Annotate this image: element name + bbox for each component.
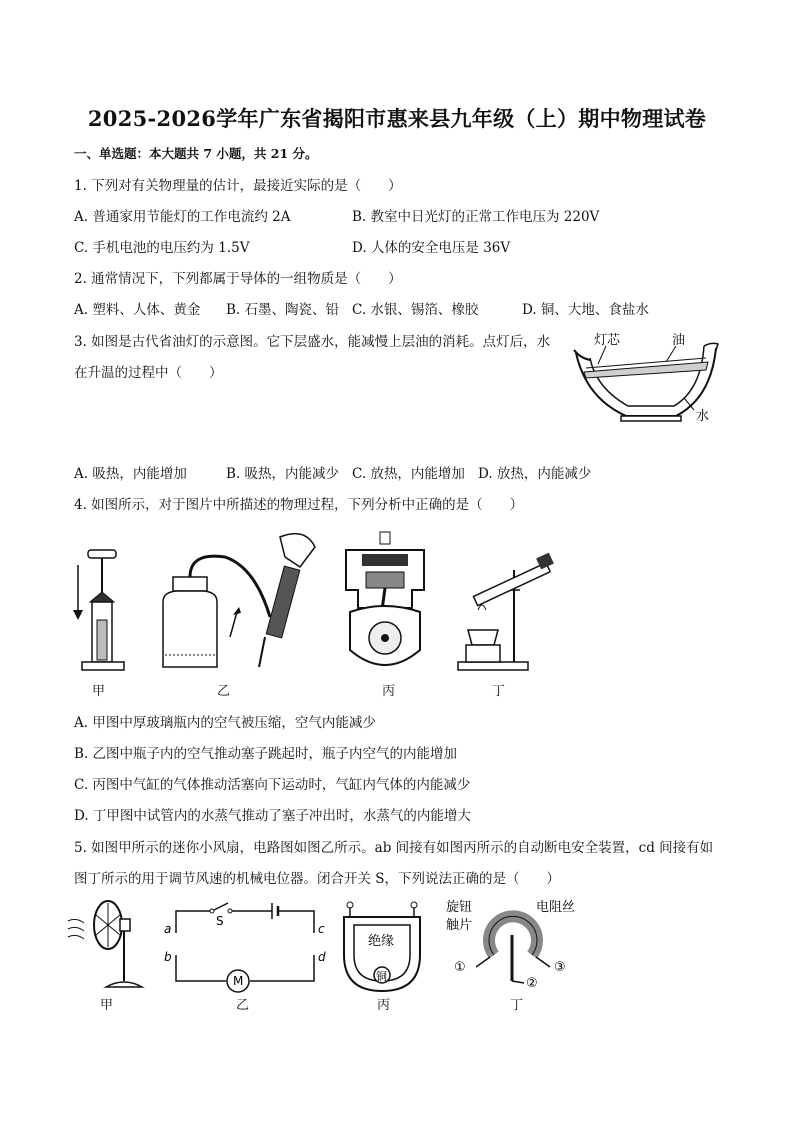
engine-cylinder-figure <box>340 530 430 680</box>
q2-option-c[interactable]: C. 水银、锡箔、橡胶 <box>352 302 479 318</box>
q5-stem-line1: 5. 如图甲所示的迷你小风扇，电路图如图乙所示。ab 间接有如图丙所示的自动断电安全装置，cd 间接有如 <box>74 840 714 856</box>
q2-stem: 2. 通常情况下，下列都属于导体的一组物质是（ ） <box>74 271 402 287</box>
q5-stem-line2: 图丁所示的用于调节风速的机械电位器。闭合开关 S，下列说法正确的是（ ） <box>74 871 561 887</box>
q4-caption-yi: 乙 <box>217 684 231 699</box>
q1-option-b[interactable]: B. 教室中日光灯的正常工作电压为 220V <box>352 209 600 225</box>
terminal-b-label: b <box>164 950 172 964</box>
q3-stem-line2: 在升温的过程中（ ） <box>74 365 223 381</box>
terminal-3-label: ③ <box>554 960 566 975</box>
q2-option-d[interactable]: D. 铜、大地、食盐水 <box>522 302 649 318</box>
terminal-2-label: ② <box>526 976 538 991</box>
q4-stem: 4. 如图所示，对于图片中所描述的物理过程，下列分析中正确的是（ ） <box>74 497 524 513</box>
q4-option-a[interactable]: A. 甲图中厚玻璃瓶内的空气被压缩，空气内能减少 <box>74 715 376 731</box>
terminal-d-label: d <box>318 950 326 964</box>
page-title: 2025-2026学年广东省揭阳市惠来县九年级（上）期中物理试卷 <box>87 106 707 131</box>
copper-label: 铜 <box>376 970 387 983</box>
resistance-wire-label: 电阻丝 <box>536 900 576 915</box>
q4-option-c[interactable]: C. 丙图中气缸的气体推动活塞向下运动时，气缸内气体的内能减少 <box>74 777 471 793</box>
knob-label: 旋钮 <box>446 900 473 915</box>
potentiometer-figure <box>444 895 584 995</box>
q1-option-c[interactable]: C. 手机电池的电压约为 1.5V <box>74 240 250 256</box>
test-tube-figure <box>450 550 560 675</box>
q5-caption-ding: 丁 <box>510 998 524 1013</box>
q1-option-d[interactable]: D. 人体的安全电压是 36V <box>352 240 511 256</box>
switch-label: S <box>216 914 224 928</box>
section-heading: 一、单选题：本大题共 7 小题，共 21 分。 <box>74 146 318 161</box>
q4-caption-bing: 丙 <box>382 684 396 699</box>
mini-fan-figure <box>66 895 146 995</box>
oil-lamp-figure <box>566 328 726 428</box>
water-label: 水 <box>696 409 710 424</box>
q5-caption-bing: 丙 <box>377 998 391 1013</box>
q4-option-b[interactable]: B. 乙图中瓶子内的空气推动塞子跳起时，瓶子内空气的内能增加 <box>74 746 458 762</box>
circuit-diagram-figure <box>160 895 330 995</box>
q5-caption-yi: 乙 <box>236 998 250 1013</box>
q1-stem: 1. 下列对有关物理量的估计，最接近实际的是（ ） <box>74 178 402 194</box>
q2-option-a[interactable]: A. 塑料、人体、黄金 <box>74 302 201 318</box>
q1-option-a[interactable]: A. 普通家用节能灯的工作电流约 2A <box>74 209 291 225</box>
oil-label: 油 <box>672 333 686 348</box>
terminal-1-label: ① <box>454 960 466 975</box>
q4-option-d[interactable]: D. 丁甲图中试管内的水蒸气推动了塞子冲出时，水蒸气的内能增大 <box>74 808 471 824</box>
contact-label: 触片 <box>446 918 473 933</box>
q3-option-d[interactable]: D. 放热，内能减少 <box>478 466 592 482</box>
q3-stem-line1: 3. 如图是古代省油灯的示意图。它下层盛水，能减慢上层油的消耗。点灯后，水 <box>74 334 551 350</box>
terminal-c-label: c <box>318 922 325 936</box>
motor-label: M <box>233 974 244 988</box>
q4-caption-jia: 甲 <box>92 684 106 699</box>
q3-option-b[interactable]: B. 吸热，内能减少 <box>226 466 340 482</box>
q3-option-a[interactable]: A. 吸热，内能增加 <box>74 466 187 482</box>
bottle-pump-figure <box>155 527 325 677</box>
q2-option-b[interactable]: B. 石墨、陶瓷、铅 <box>226 302 340 318</box>
compression-cylinder-figure <box>68 540 138 680</box>
tilt-switch-figure <box>338 895 428 995</box>
q4-caption-ding: 丁 <box>492 684 506 699</box>
wick-label: 灯芯 <box>594 333 621 348</box>
q5-caption-jia: 甲 <box>100 998 114 1013</box>
q3-option-c[interactable]: C. 放热，内能增加 <box>352 466 465 482</box>
terminal-a-label: a <box>164 922 172 936</box>
insulation-label: 绝缘 <box>368 934 395 949</box>
